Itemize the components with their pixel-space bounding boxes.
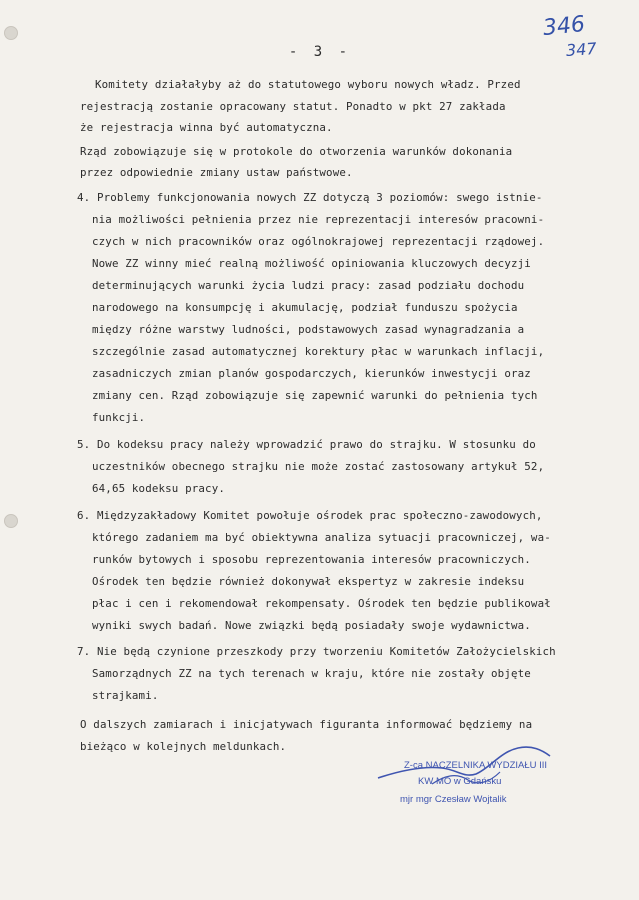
signature bbox=[372, 712, 562, 822]
text-line: Rząd zobowiązuje się w protokole do otworzenia warunków dokonania bbox=[80, 145, 513, 158]
text-line: wyniki swych badań. Nowe związki będą posiadały swoje wydawnictwa. bbox=[92, 619, 531, 632]
stamp-office: KW MO w Gdańsku bbox=[418, 776, 502, 787]
text-line: nia możliwości pełnienia przez nie reprezentacji interesów pracowni- bbox=[92, 213, 545, 226]
text-line: przez odpowiednie zmiany ustaw państwowe. bbox=[80, 166, 353, 179]
text-line: Nowe ZZ winny mieć realną możliwość opiniowania kluczowych decyzji bbox=[92, 257, 531, 270]
text-line: uczestników obecnego strajku nie może zostać zastosowany artykuł 52, bbox=[92, 460, 545, 473]
text-line: 7. Nie będą czynione przeszkody przy tworzeniu Komitetów Założycielskich bbox=[77, 645, 556, 658]
text-line: 6. Międzyzakładowy Komitet powołuje ośrodek prac społeczno-zawodowych, bbox=[77, 509, 543, 522]
text-line: 64,65 kodeksu pracy. bbox=[92, 482, 226, 495]
text-line: zmiany cen. Rząd zobowiązuje się zapewnić warunki do pełnienia tych bbox=[92, 389, 538, 402]
page-number: - 3 - bbox=[288, 44, 352, 60]
text-line: determinujących warunki życia ludzi pracy: zasad podziału dochodu bbox=[92, 279, 525, 292]
text-line: strajkami. bbox=[92, 689, 159, 702]
text-line: Ośrodek ten będzie również dokonywał ekspertyz w zakresie indeksu bbox=[92, 575, 525, 588]
text-line: narodowego na konsumpcję i akumulację, podział funduszu spożycia bbox=[92, 301, 518, 314]
text-line: funkcji. bbox=[92, 411, 146, 424]
stamp-name: mjr mgr Czesław Wojtalik bbox=[400, 794, 507, 805]
punch-hole-top bbox=[4, 26, 18, 40]
text-line: 4. Problemy funkcjonowania nowych ZZ dotyczą 3 poziomów: swego istnie- bbox=[77, 191, 543, 204]
text-line: między różne warstwy ludności, podstawowych zasad wynagradzania a bbox=[92, 323, 525, 336]
text-line: O dalszych zamiarach i inicjatywach figuranta informować będziemy na bbox=[80, 718, 533, 731]
text-line: bieżąco w kolejnych meldunkach. bbox=[80, 740, 287, 753]
text-line: runków bytowych i sposobu reprezentowania interesów pracowniczych. bbox=[92, 553, 531, 566]
text-line: rejestracją zostanie opracowany statut. Ponadto w pkt 27 zakłada bbox=[80, 100, 506, 113]
archive-number-top: 346 bbox=[541, 11, 587, 42]
text-line: Samorządnych ZZ na tych terenach w kraju, które nie zostały objęte bbox=[92, 667, 531, 680]
text-line: 5. Do kodeksu pracy należy wprowadzić prawo do strajku. W stosunku do bbox=[77, 438, 536, 451]
text-line: którego zadaniem ma być obiektywna analiza sytuacji pracowniczej, wa- bbox=[92, 531, 551, 544]
text-line: Komitety działałyby aż do statutowego wyboru nowych władz. Przed bbox=[95, 78, 521, 91]
text-line: że rejestracja winna być automatyczna. bbox=[80, 121, 333, 134]
stamp-title: Z-ca NACZELNIKA WYDZIAŁU III bbox=[404, 760, 548, 771]
text-line: czych w nich pracowników oraz ogólnokrajowej reprezentacji rządowej. bbox=[92, 235, 545, 248]
punch-hole-middle bbox=[4, 514, 18, 528]
text-line: szczególnie zasad automatycznej korektury płac w warunkach inflacji, bbox=[92, 345, 545, 358]
text-line: płac i cen i rekomendował rekompensaty. Ośrodek ten będzie publikował bbox=[92, 597, 551, 610]
archive-number-bottom: 347 bbox=[565, 38, 598, 61]
text-line: zasadniczych zmian planów gospodarczych, kierunków inwestycji oraz bbox=[92, 367, 531, 380]
